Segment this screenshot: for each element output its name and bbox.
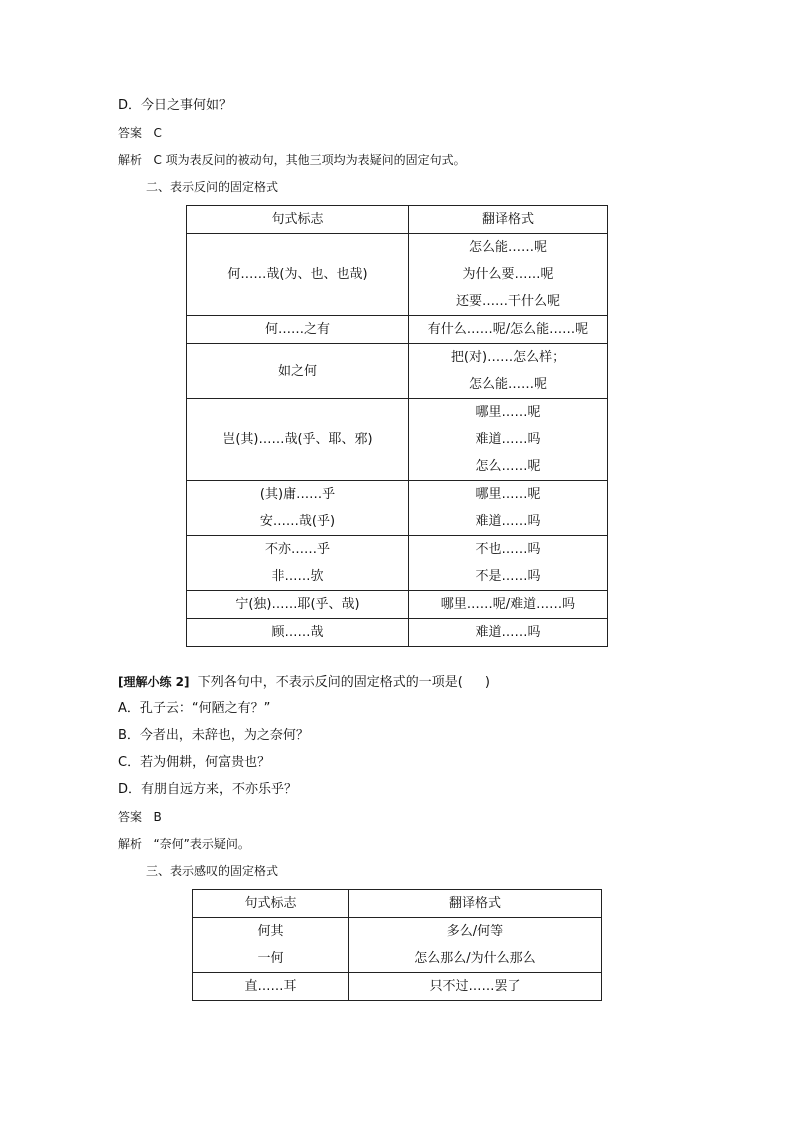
translation-cell: 多么/何等 怎么那么/为什么那么 (349, 918, 602, 973)
table-row (187, 234, 608, 316)
option-d: D．今日之事何如？ (118, 98, 233, 113)
translation-cell: 哪里……呢 难道……吗 怎么……呢 (409, 399, 608, 481)
analysis-line (118, 150, 466, 170)
exercise-analysis-line (118, 834, 250, 854)
table-row (193, 918, 602, 973)
table-row (187, 619, 608, 647)
analysis-text: C 项为表反问的被动句，其他三项均为表疑问的固定句式。 (153, 153, 466, 167)
exercise-option-a: A．孔子云：“何陋之有？” (118, 701, 271, 716)
exercise-answer-line (118, 807, 162, 827)
translation-cell: 哪里……呢 难道……吗 (409, 481, 608, 536)
exercise-question-end: ) (484, 675, 490, 690)
exercise-question: 下列各句中，不表示反问的固定格式的一项是( (197, 675, 463, 690)
pattern-cell: 何……之有 (187, 316, 409, 344)
translation-cell: 有什么……呢/怎么能……呢 (409, 316, 608, 344)
pattern-cell: 如之何 (187, 344, 409, 399)
translation-cell: 怎么能……呢 为什么要……呢 还要……干什么呢 (409, 234, 608, 316)
answer-value: B (153, 810, 162, 824)
table-row (187, 399, 608, 481)
header-pattern: 句式标志 (193, 890, 349, 918)
translation-cell: 哪里……呢/难道……吗 (409, 591, 608, 619)
pattern-cell: 宁(独)……耶(乎、哉) (187, 591, 409, 619)
table-row (187, 591, 608, 619)
pattern-cell: 顾……哉 (187, 619, 409, 647)
exercise-option-b: B．今者出，未辞也，为之奈何？ (118, 728, 309, 743)
pattern-cell: 直……耳 (193, 973, 349, 1001)
answer-value: C (153, 126, 162, 140)
header-translation: 翻译格式 (349, 890, 602, 918)
table-row (187, 344, 608, 399)
analysis-label: 解析 (118, 837, 143, 851)
header-pattern: 句式标志 (187, 206, 409, 234)
answer-line (118, 123, 162, 143)
translation-cell: 难道……吗 (409, 619, 608, 647)
table-row (187, 481, 608, 536)
answer-label: 答案 (118, 126, 143, 140)
rhetorical-question-table (186, 205, 608, 647)
exercise-tag: [理解小练 2] (118, 675, 190, 689)
translation-cell: 不也……吗 不是……吗 (409, 536, 608, 591)
exclamation-table (192, 889, 602, 1001)
pattern-cell: 何……哉(为、也、也哉) (187, 234, 409, 316)
exercise-option-c: C．若为佣耕，何富贵也？ (118, 755, 271, 770)
table-row (187, 316, 608, 344)
table-header-row (193, 890, 602, 918)
exercise-question-line (118, 672, 490, 693)
table-row (193, 973, 602, 1001)
table-row (187, 536, 608, 591)
analysis-label: 解析 (118, 153, 143, 167)
table-header-row (187, 206, 608, 234)
pattern-cell: 何其 一何 (193, 918, 349, 973)
exercise-option-d: D．有朋自远方来，不亦乐乎？ (118, 782, 298, 797)
section2-heading: 二、表示反问的固定格式 (146, 180, 279, 194)
analysis-text: “奈何”表示疑问。 (153, 837, 250, 851)
pattern-cell: 不亦……乎 非……欤 (187, 536, 409, 591)
pattern-cell: (其)庸……乎 安……哉(乎) (187, 481, 409, 536)
answer-label: 答案 (118, 810, 143, 824)
translation-cell: 把(对)……怎么样； 怎么能……呢 (409, 344, 608, 399)
section3-heading: 三、表示感叹的固定格式 (146, 864, 279, 878)
header-translation: 翻译格式 (409, 206, 608, 234)
pattern-cell: 岂(其)……哉(乎、耶、邪) (187, 399, 409, 481)
translation-cell: 只不过……罢了 (349, 973, 602, 1001)
